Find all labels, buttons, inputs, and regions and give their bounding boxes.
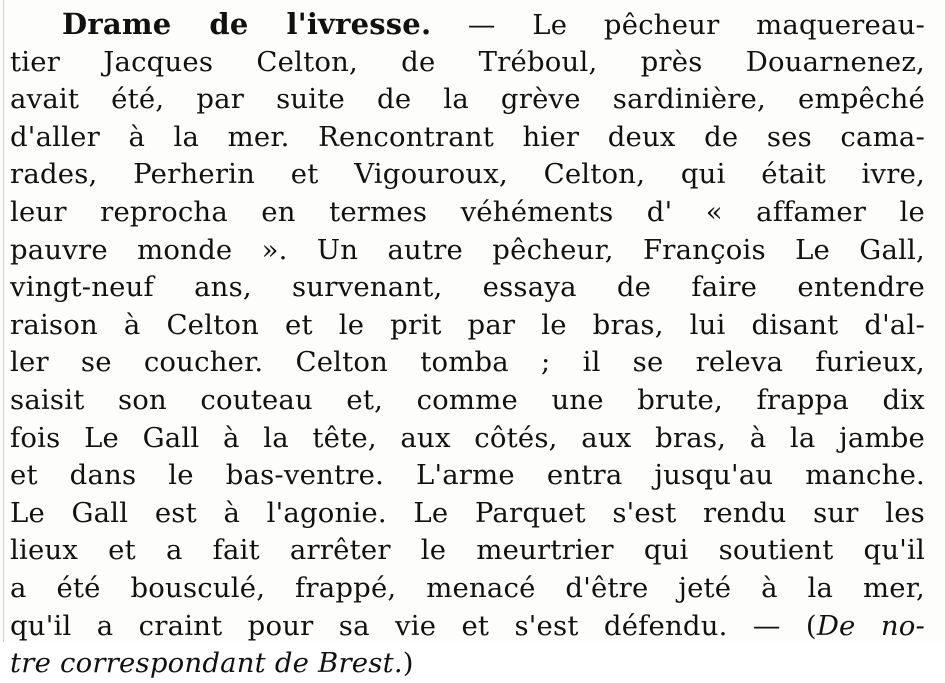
article-line: fois Le Gall à la tête, aux côtés, aux bras, à la jambe (10, 421, 925, 454)
article-line: vingt-neuf ans, survenant, essaya de faire entendre (10, 271, 925, 304)
source-attribution: tre correspondant de Brest. (10, 647, 403, 680)
article-line: lieux et a fait arrêter le meurtrier qui soutient qu'il (10, 534, 925, 567)
article-line (10, 6, 925, 44)
article-line-text: qu'il a craint pour sa vie et s'est défendu. — ( (10, 609, 817, 642)
article-line: saisit son couteau et, comme une brute, frappa dix (10, 383, 925, 416)
article-line: leur reprocha en termes véhéments d' « affamer le (10, 195, 925, 228)
article-line: d'aller à la mer. Rencontrant hier deux de ses cama- (10, 120, 925, 153)
article-line: ler se coucher. Celton tomba ; il se releva furieux, (10, 346, 925, 379)
article-headline: Drame de l'ivresse. (62, 7, 432, 41)
article-line: Le Gall est à l'agonie. Le Parquet s'est rendu sur les (10, 496, 925, 529)
article-line (10, 645, 925, 683)
column-rule (3, 0, 4, 642)
article-line: tier Jacques Celton, de Tréboul, près Douarnenez, (10, 45, 925, 78)
article-line: a été bousculé, frappé, menacé d'être jeté à la mer, (10, 571, 925, 604)
article-line (10, 608, 925, 646)
article-line-text: ) (402, 647, 414, 680)
article-line: avait été, par suite de la grève sardinière, empêché (10, 83, 925, 116)
article-body (10, 6, 925, 683)
article-line: rades, Perherin et Vigouroux, Celton, qui était ivre, (10, 158, 925, 191)
article-line-text: — Le pêcheur maquereau- (431, 9, 925, 41)
article-line: et dans le bas-ventre. L'arme entra jusqu'au manche. (10, 459, 925, 492)
article-line: raison à Celton et le prit par le bras, lui disant d'al- (10, 308, 925, 341)
source-attribution: De no- (816, 609, 925, 642)
article-line: pauvre monde ». Un autre pêcheur, François Le Gall, (10, 233, 925, 266)
